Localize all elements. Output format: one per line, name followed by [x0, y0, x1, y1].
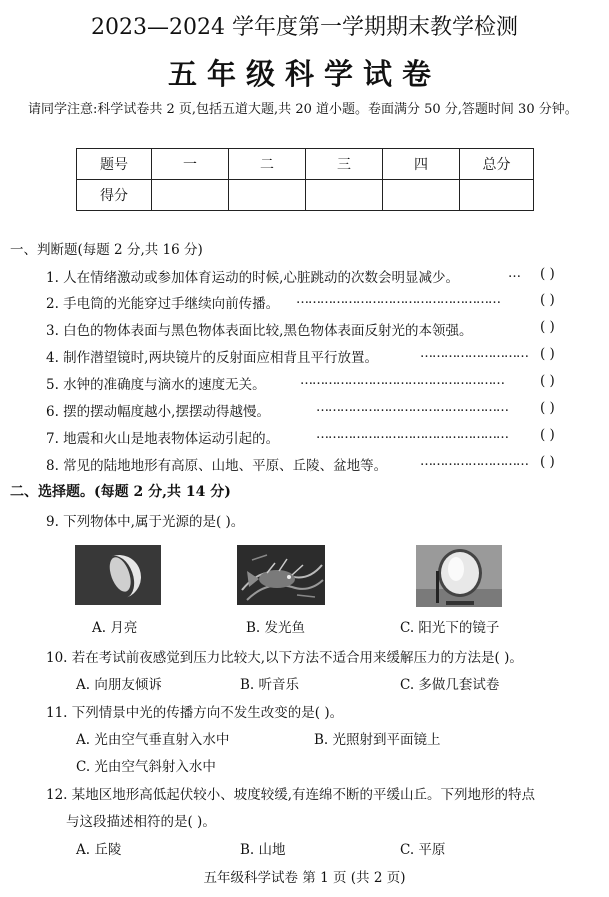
q12-option-a[interactable]: A. 丘陵 — [76, 842, 122, 858]
answer-blank[interactable]: ( ) — [540, 454, 555, 470]
judge-question-4: 4. 制作潜望镜时,两块镜片的反射面应相背且平行放置。 — [46, 350, 378, 366]
question-dots: ………………………………………… — [316, 400, 508, 415]
q10-option-c[interactable]: C. 多做几套试卷 — [400, 677, 500, 693]
score-input-cell[interactable] — [229, 180, 306, 211]
choice-question-12: 12. 某地区地形高低起伏较小、坡度较缓,有连绵不断的平缓山丘。下列地形的特点 — [46, 787, 536, 803]
judge-question-5: 5. 水钟的准确度与滴水的速度无关。 — [46, 377, 266, 393]
page-footer: 五年级科学试卷 第 1 页 (共 2 页) — [203, 870, 406, 886]
question-dots: …………………………………………… — [296, 292, 500, 307]
score-cell: 得分 — [77, 180, 152, 211]
answer-blank[interactable]: ( ) — [540, 266, 555, 282]
answer-blank[interactable]: ( ) — [540, 319, 555, 335]
moon-image — [75, 545, 161, 605]
choice-question-9: 9. 下列物体中,属于光源的是( )。 — [46, 514, 245, 530]
question-dots: ……………………… — [420, 346, 528, 361]
question-dots: ……………………… — [420, 454, 528, 469]
answer-blank[interactable]: ( ) — [540, 373, 555, 389]
exam-subtitle: 五年级科学试卷 — [167, 57, 441, 91]
score-cell: 三 — [306, 149, 383, 180]
exam-notice: 请同学注意:科学试卷共 2 页,包括五道大题,共 20 道小题。卷面满分 50 分,答题时间 30 分钟。 — [28, 102, 578, 117]
question-dots: … — [508, 266, 520, 281]
score-table — [76, 148, 534, 211]
q10-option-a[interactable]: A. 向朋友倾诉 — [76, 677, 162, 693]
score-cell: 二 — [229, 149, 306, 180]
q11-option-b[interactable]: B. 光照射到平面镜上 — [314, 732, 441, 748]
choice-question-12-cont: 与这段描述相符的是( )。 — [66, 814, 216, 830]
mirror-image — [416, 545, 502, 607]
answer-blank[interactable]: ( ) — [540, 400, 555, 416]
judge-question-2: 2. 手电筒的光能穿过手继续向前传播。 — [46, 296, 280, 312]
score-input-cell[interactable] — [460, 180, 534, 211]
judge-question-7: 7. 地震和火山是地表物体运动引起的。 — [46, 431, 280, 447]
q11-option-c[interactable]: C. 光由空气斜射入水中 — [76, 759, 216, 775]
score-input-cell[interactable] — [383, 180, 460, 211]
q9-option-a[interactable]: A. 月亮 — [92, 620, 138, 636]
score-cell: 总分 — [460, 149, 534, 180]
answer-blank[interactable]: ( ) — [540, 427, 555, 443]
q12-option-b[interactable]: B. 山地 — [240, 842, 286, 858]
q9-option-b[interactable]: B. 发光鱼 — [246, 620, 306, 636]
score-input-cell[interactable] — [152, 180, 229, 211]
question-dots: …………………………………………… — [300, 373, 504, 388]
question-dots: ………………………………………… — [316, 427, 508, 442]
score-cell: 一 — [152, 149, 229, 180]
answer-blank[interactable]: ( ) — [540, 346, 555, 362]
judge-question-3: 3. 白色的物体表面与黑色物体表面比较,黑色物体表面反射光的本领强。 — [46, 323, 473, 339]
section2-title: 二、选择题。(每题 2 分,共 14 分) — [10, 484, 231, 500]
choice-question-10: 10. 若在考试前夜感觉到压力比较大,以下方法不适合用来缓解压力的方法是( )。 — [46, 650, 523, 666]
score-input-cell[interactable] — [306, 180, 383, 211]
q10-option-b[interactable]: B. 听音乐 — [240, 677, 300, 693]
judge-question-6: 6. 摆的摆动幅度越小,摆摆动得越慢。 — [46, 404, 270, 420]
section1-title: 一、判断题(每题 2 分,共 16 分) — [10, 242, 203, 258]
q12-option-c[interactable]: C. 平原 — [400, 842, 446, 858]
judge-question-1: 1. 人在情绪激动或参加体育运动的时候,心脏跳动的次数会明显减少。 — [46, 270, 459, 286]
score-table-header-row — [77, 149, 534, 180]
q11-option-a[interactable]: A. 光由空气垂直射入水中 — [76, 732, 230, 748]
answer-blank[interactable]: ( ) — [540, 292, 555, 308]
score-cell: 题号 — [77, 149, 152, 180]
choice-question-11: 11. 下列情景中光的传播方向不发生改变的是( )。 — [46, 705, 344, 721]
judge-question-8: 8. 常见的陆地地形有高原、山地、平原、丘陵、盆地等。 — [46, 458, 388, 474]
score-cell: 四 — [383, 149, 460, 180]
glowing-fish-image — [237, 545, 325, 605]
exam-header-title: 2023—2024 学年度第一学期期末教学检测 — [91, 15, 518, 40]
q9-option-c[interactable]: C. 阳光下的镜子 — [400, 620, 500, 636]
score-table-score-row — [77, 180, 534, 211]
